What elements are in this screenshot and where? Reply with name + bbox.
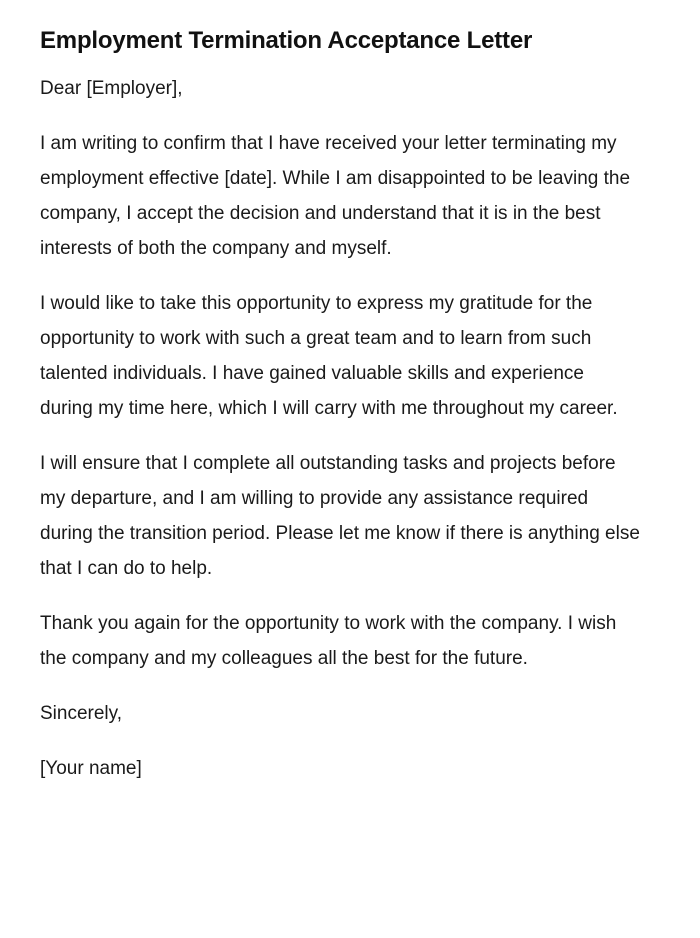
letter-document: [40, 26, 640, 786]
letter-salutation: Dear [Employer],: [40, 78, 183, 99]
letter-paragraph-1: I am writing to confirm that I have received your letter terminating my employment effective [date]. While I am disappointed to be leaving the company, I accept the decision and understand that it is in the best interests of both the company and myself.: [40, 133, 631, 259]
letter-signature: [Your name]: [40, 758, 142, 779]
letter-paragraph-2: I would like to take this opportunity to express my gratitude for the opportunity to work with such a great team and to learn from such talented individuals. I have gained valuable skills and experience during my time here, which I will carry with me throughout my career.: [40, 293, 618, 419]
letter-closing: Sincerely,: [40, 703, 123, 724]
letter-paragraph-4: Thank you again for the opportunity to work with the company. I wish the company and my colleagues all the best for the future.: [40, 613, 617, 669]
letter-title: Employment Termination Acceptance Letter: [40, 27, 533, 54]
letter-paragraph-3: I will ensure that I complete all outstanding tasks and projects before my departure, and I am willing to provide any assistance required during the transition period. Please let me know if there is anything else that I can do to help.: [40, 453, 640, 579]
